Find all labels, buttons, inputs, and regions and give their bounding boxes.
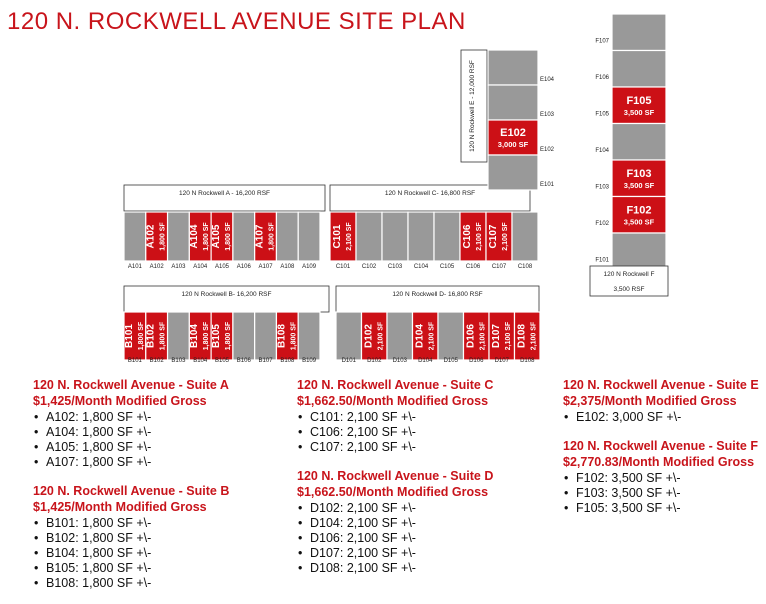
building-label: 120 N Rockwell C- 16,800 RSF [384,190,476,197]
unit-list [33,410,229,470]
unit-size-label: 1,800 SF [268,222,276,251]
unit-list [563,471,759,516]
unit-number-label: E101 [540,182,555,188]
unit-number-label: C101 [335,264,351,270]
unit-list-item: • D104: 2,100 SF +\- [298,516,416,530]
suite-c-listing [297,377,493,455]
building-label: 120 N Rockwell F [603,271,655,278]
unit-list-item: • B108: 1,800 SF +\- [34,576,152,590]
unit-a109 [298,212,320,261]
unit-list-item: • B101: 1,800 SF +\- [34,516,152,530]
unit-number-label: F107 [595,38,609,45]
building-label: 120 N Rockwell A - 16,200 RSF [178,190,271,197]
unit-size-label: 2,100 SF [479,321,487,351]
unit-id-label: D108 [516,324,528,348]
unit-id-label: E102 [500,127,526,139]
unit-list-item: • C107: 2,100 SF +\- [298,440,416,454]
unit-number-label: F102 [595,221,609,227]
listing-column-middle [297,377,493,589]
unit-number-label: A107 [258,264,273,270]
suite-e-listing [563,377,759,425]
unit-number-label: C108 [517,264,533,270]
unit-list-item: • C106: 2,100 SF +\- [298,425,416,439]
suite-name: 120 N. Rockwell Avenue - Suite B [33,484,230,498]
suite-name: 120 N. Rockwell Avenue - Suite A [33,378,229,392]
building-d [336,286,540,364]
suite-d-listing [297,468,493,576]
building-a [124,185,325,270]
unit-id-label: A107 [254,224,266,249]
unit-size-label: 3,500 SF [623,181,655,190]
unit-list-item: • A105: 1,800 SF +\- [34,440,152,454]
unit-size-label: 3,500 SF [623,108,655,117]
building-b [124,286,329,364]
building-outline [124,286,329,312]
unit-size-label: 1,800 SF [159,321,167,351]
suite-price: $1,425/Month Modified Gross [33,394,207,408]
unit-list-item: • F105: 3,500 SF +\- [564,501,681,515]
unit-f101 [612,233,666,270]
unit-number-label: D104 [418,358,433,364]
unit-size-label: 2,100 SF [377,321,385,351]
unit-number-label: B104 [193,358,208,364]
building-label: 120 N Rockwell E - 12,000 RSF [469,60,476,152]
unit-number-label: B102 [149,358,164,364]
unit-number-label: B105 [214,358,230,364]
suite-price: $2,375/Month Modified Gross [563,394,737,408]
unit-list-item: • B102: 1,800 SF +\- [34,531,152,545]
unit-id-label: B104 [189,324,201,348]
unit-number-label: D103 [392,358,407,364]
building-f [590,14,668,296]
unit-number-label: D105 [443,358,458,364]
listing-column-left [33,377,229,604]
unit-number-label: C102 [361,264,377,270]
page-title: 120 N. ROCKWELL AVENUE SITE PLAN [7,8,466,35]
unit-id-label: D102 [363,324,375,348]
unit-d103 [387,312,413,360]
unit-size-label: 1,800 SF [225,321,232,351]
unit-a106 [233,212,255,261]
unit-e103 [488,85,538,120]
unit-list-item: • C101: 2,100 SF +\- [298,410,416,424]
unit-b109 [298,312,320,360]
unit-list-item: • F102: 3,500 SF +\- [564,471,681,485]
unit-list [297,410,493,455]
unit-number-label: B101 [127,358,142,364]
unit-number-label: C107 [491,264,507,270]
suite-name: 120 N. Rockwell Avenue - Suite D [297,469,494,483]
unit-list-item: • F103: 3,500 SF +\- [564,486,681,500]
unit-id-label: C101 [332,224,343,249]
unit-number-label: A108 [280,264,295,270]
unit-number-label: D106 [469,358,484,364]
unit-f104 [612,124,666,161]
unit-id-label: B105 [211,324,222,348]
unit-size-label: 2,100 SF [504,321,512,351]
listing-column-right [563,377,759,529]
unit-list [33,516,229,591]
unit-number-label: E104 [540,77,555,83]
unit-list [297,501,493,576]
unit-number-label: B107 [258,358,273,364]
unit-c104 [408,212,434,261]
unit-number-label: A109 [302,264,317,270]
unit-number-label: B103 [171,358,186,364]
unit-number-label: F105 [595,111,609,118]
unit-number-label: A103 [171,264,186,270]
unit-number-label: F101 [595,257,609,264]
unit-id-label: F103 [626,168,652,180]
unit-id-label: C106 [462,224,473,249]
suite-price: $1,662.50/Month Modified Gross [297,485,489,499]
unit-size-label: 1,800 SF [225,222,232,251]
unit-list-item: • B105: 1,800 SF +\- [34,561,152,575]
unit-size-label: 1,800 SF [137,321,145,351]
unit-e101 [488,155,538,190]
unit-d101 [336,312,362,360]
building-outline [124,185,325,211]
unit-c103 [382,212,408,261]
suite-a-listing [33,377,229,470]
unit-size-label: 2,100 SF [346,222,353,251]
unit-number-label: C106 [465,264,481,270]
suite-name: 120 N. Rockwell Avenue - Suite C [297,378,494,392]
building-label: 120 N Rockwell B- 16,200 RSF [181,291,272,298]
unit-list-item: • D107: 2,100 SF +\- [298,546,416,560]
unit-id-label: B102 [145,324,157,348]
unit-number-label: A101 [127,264,142,270]
unit-number-label: A102 [149,264,164,270]
unit-number-label: B109 [302,358,317,364]
unit-number-label: C104 [413,264,429,270]
unit-number-label: A104 [193,264,208,270]
unit-list-item: • B104: 1,800 SF +\- [34,546,152,560]
unit-list-item: • A104: 1,800 SF +\- [34,425,152,439]
unit-b107 [255,312,277,360]
unit-size-label: 1,800 SF [203,321,211,351]
unit-id-label: D107 [490,324,502,348]
unit-number-label: C105 [439,264,455,270]
unit-b106 [233,312,255,360]
unit-id-label: A105 [211,224,222,249]
unit-number-label: D108 [520,358,535,364]
suite-price: $1,662.50/Month Modified Gross [297,394,489,408]
unit-size-label: 1,800 SF [203,222,211,251]
unit-number-label: F106 [595,75,609,81]
unit-f106 [612,51,666,88]
unit-a101 [124,212,146,261]
unit-number-label: F103 [595,184,609,191]
unit-size-label: 1,800 SF [290,321,298,351]
suite-name: 120 N. Rockwell Avenue - Suite E [563,378,759,392]
unit-number-label: B106 [236,358,251,364]
suite-f-listing [563,438,759,516]
unit-c108 [512,212,538,261]
unit-number-label: D107 [494,358,509,364]
unit-a103 [168,212,190,261]
unit-id-label: B108 [276,324,288,348]
unit-list-item: • A107: 1,800 SF +\- [34,455,152,469]
suite-price: $1,425/Month Modified Gross [33,500,207,514]
suite-b-listing [33,483,229,591]
unit-number-label: D101 [341,358,356,364]
unit-f107 [612,14,666,51]
unit-id-label: A102 [145,224,157,249]
unit-id-label: F105 [626,95,652,107]
building-label: 120 N Rockwell D- 16,800 RSF [392,291,483,298]
unit-number-label: D102 [367,358,382,364]
unit-id-label: B101 [123,324,135,348]
unit-id-label: A104 [189,224,201,249]
unit-list-item: • D102: 2,100 SF +\- [298,501,416,515]
unit-d105 [438,312,464,360]
unit-number-label: C103 [387,264,403,270]
suite-name: 120 N. Rockwell Avenue - Suite F [563,439,758,453]
unit-list-item: • A102: 1,800 SF +\- [34,410,152,424]
unit-number-label: F104 [595,148,609,154]
unit-c105 [434,212,460,261]
unit-size-label: 2,100 SF [530,321,538,351]
building-c [330,185,538,270]
building-outline [336,286,539,312]
unit-list-item: • D108: 2,100 SF +\- [298,561,416,575]
unit-number-label: E102 [540,147,555,153]
unit-size-label: 2,100 SF [428,321,436,351]
unit-id-label: C107 [488,224,499,249]
unit-b103 [168,312,190,360]
unit-number-label: E103 [540,112,555,118]
unit-number-label: A106 [236,264,251,270]
unit-size-label: 1,800 SF [159,222,167,251]
unit-number-label: B108 [280,358,295,364]
unit-size-label: 3,500 SF [623,217,655,227]
unit-size-label: 2,100 SF [502,222,509,251]
suite-price: $2,770.83/Month Modified Gross [563,455,755,469]
unit-size-label: 3,000 SF [497,140,529,149]
unit-id-label: D106 [465,324,477,348]
unit-id-label: D104 [414,324,426,348]
unit-c102 [356,212,382,261]
building-rsf-label: 3,500 RSF [613,286,645,293]
unit-list-item: • E102: 3,000 SF +\- [564,410,682,424]
unit-list-item: • D106: 2,100 SF +\- [298,531,416,545]
unit-number-label: A105 [214,264,230,270]
unit-a108 [276,212,298,261]
building-e [461,50,555,190]
unit-e104 [488,50,538,85]
unit-id-label: F102 [626,204,652,217]
unit-list [563,410,759,425]
unit-size-label: 2,100 SF [476,222,483,251]
